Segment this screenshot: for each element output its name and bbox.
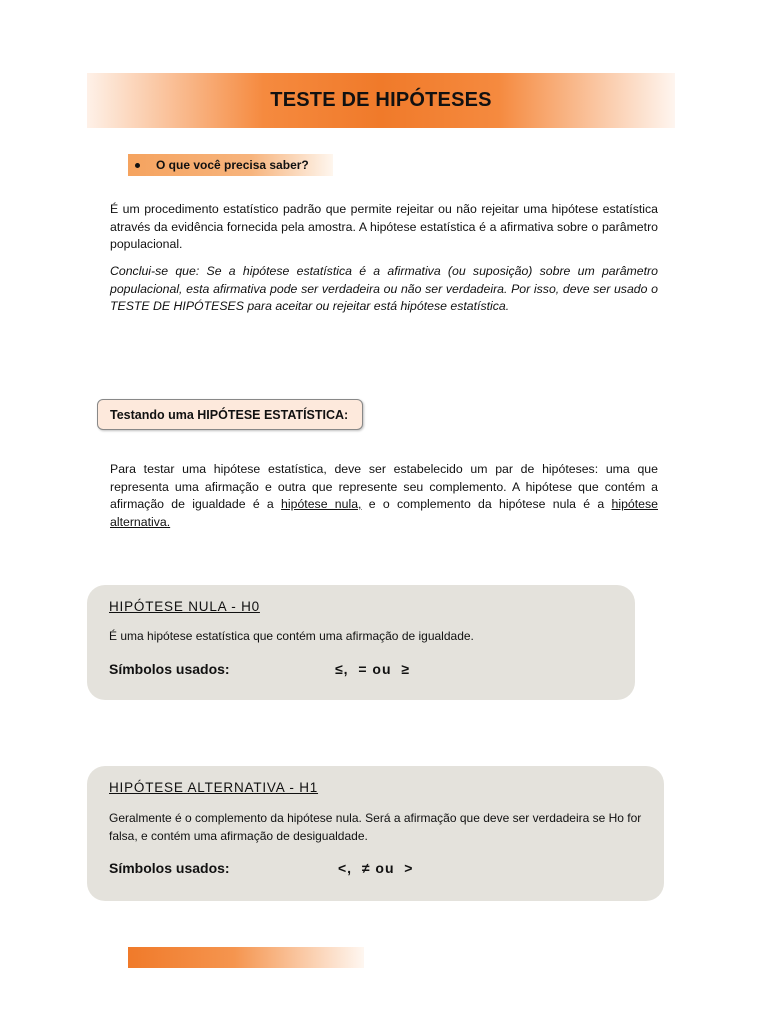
- title-banner: [87, 73, 675, 128]
- testando-heading-box: [97, 399, 363, 430]
- null-hypothesis-text: É uma hipótese estatística que contém uma afirmação de igualdade.: [109, 629, 474, 643]
- bullet-icon: [135, 163, 140, 168]
- intro-paragraph: É um procedimento estatístico padrão que permite rejeitar ou não rejeitar uma hipótese estatística através da evidência fornecida pela amostra. A hipótese estatística é a afirmativa sobre o parâmetro populacional.: [110, 202, 658, 251]
- footer-accent-bar: [128, 947, 364, 968]
- section-tag-label: O que você precisa saber?: [156, 158, 309, 172]
- page-title: TESTE DE HIPÓTESES: [270, 89, 492, 111]
- section-tag: [128, 154, 333, 176]
- alternative-hypothesis-text: Geralmente é o complemento da hipótese nula. Será a afirmação que deve ser verdadeira se Ho for falsa, e contém uma afirmação de desigualdade.: [109, 811, 642, 843]
- null-hypothesis-card: [87, 585, 635, 700]
- alternative-hypothesis-card: [87, 766, 664, 901]
- paragraph3-part1: Para testar uma hipótese estatística, deve ser estabelecido um par de hipóteses: uma que representa uma afirmação e outra que represente seu complemento. A hipótese que contém a afirmação de igualdade é a: [110, 462, 658, 511]
- null-hypothesis-title: HIPÓTESE NULA - H0: [109, 599, 260, 614]
- conclusion-paragraph: Conclui-se que: Se a hipótese estatística é a afirmativa (ou suposição) sobre um parâmetro populacional, esta afirmativa pode ser verdadeira ou não ser verdadeira. Por isso, deve ser usado o TESTE DE HIPÓTESES para aceitar ou rejeitar está hipótese estatística.: [110, 264, 658, 313]
- alternative-hypothesis-term: hipótese alternativa.: [110, 497, 659, 529]
- alternative-symbols-label: Símbolos usados:: [109, 860, 230, 876]
- paragraph3-part2: e o complemento da hipótese nula é a: [361, 497, 612, 511]
- testando-heading: Testando uma HIPÓTESE ESTATÍSTICA:: [110, 407, 349, 422]
- null-symbols-label: Símbolos usados:: [109, 661, 230, 677]
- null-symbols: ≤, = ou ≥: [335, 661, 410, 677]
- hypothesis-pair-paragraph: [110, 461, 658, 531]
- null-hypothesis-term: hipótese nula,: [281, 497, 362, 511]
- alternative-hypothesis-title: HIPÓTESE ALTERNATIVA - H1: [109, 780, 319, 795]
- alternative-symbols: <, ≠ ou >: [338, 860, 414, 876]
